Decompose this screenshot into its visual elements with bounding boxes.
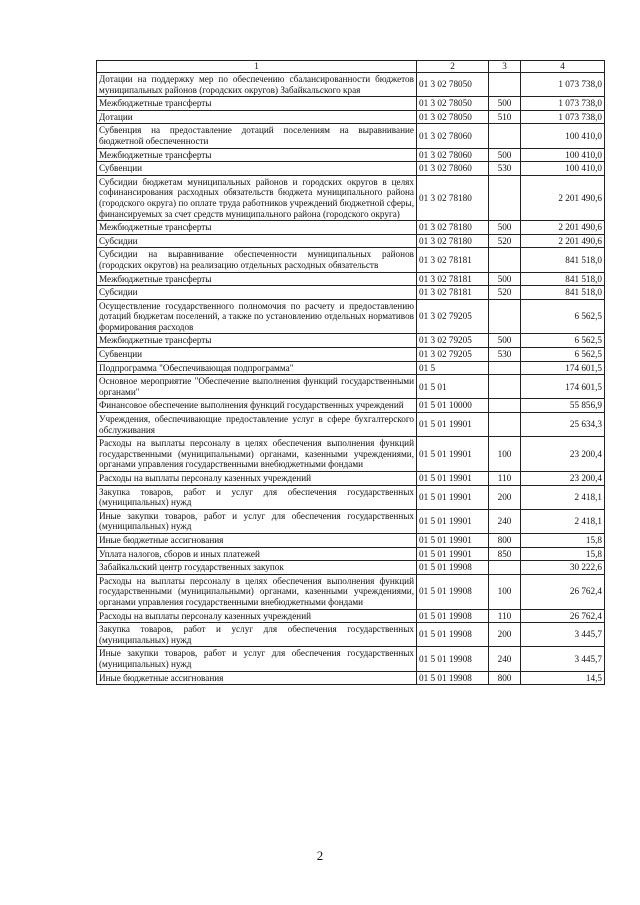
row-amount-cell: 2 201 490,6 bbox=[521, 175, 605, 220]
row-amount-cell: 100 410,0 bbox=[521, 148, 605, 162]
row-expense-type-cell: 500 bbox=[489, 97, 521, 111]
row-expense-type-cell: 200 bbox=[489, 485, 521, 509]
table-row bbox=[97, 148, 605, 162]
row-name-cell: Субвенция на предоставление дотаций поселениям на выравнивание бюджетной обеспеченности bbox=[97, 124, 417, 148]
row-expense-type-cell: 520 bbox=[489, 286, 521, 300]
row-code-cell: 01 3 02 78181 bbox=[417, 248, 489, 272]
row-code-cell: 01 3 02 78050 bbox=[417, 97, 489, 111]
row-name-cell: Межбюджетные трансферты bbox=[97, 148, 417, 162]
row-code-cell: 01 5 01 19901 bbox=[417, 547, 489, 561]
row-name-cell: Субсидии бюджетам муниципальных районов и городских округов в целях софинансирования расходных обязательств бюджета муниципального района (городского округа) по оплате труда работников учреждений бюджетной сферы, финансируемых за счет средств муниципального района (городского округа) bbox=[97, 175, 417, 220]
row-name-cell: Расходы на выплаты персоналу казенных учреждений bbox=[97, 609, 417, 623]
row-code-cell: 01 3 02 79205 bbox=[417, 348, 489, 362]
table-row bbox=[97, 97, 605, 111]
row-amount-cell: 30 222,6 bbox=[521, 561, 605, 575]
row-code-cell: 01 5 01 19908 bbox=[417, 561, 489, 575]
header-row bbox=[97, 61, 605, 73]
row-expense-type-cell: 240 bbox=[489, 509, 521, 533]
row-expense-type-cell bbox=[489, 399, 521, 413]
row-expense-type-cell: 240 bbox=[489, 647, 521, 671]
table-row bbox=[97, 234, 605, 248]
table-row bbox=[97, 248, 605, 272]
row-amount-cell: 1 073 738,0 bbox=[521, 73, 605, 97]
row-code-cell: 01 5 01 19908 bbox=[417, 609, 489, 623]
table-row bbox=[97, 413, 605, 437]
row-code-cell: 01 3 02 78060 bbox=[417, 124, 489, 148]
row-name-cell: Дотации bbox=[97, 110, 417, 124]
row-expense-type-cell: 510 bbox=[489, 110, 521, 124]
row-name-cell: Забайкальский центр государственных закупок bbox=[97, 561, 417, 575]
table-row bbox=[97, 221, 605, 235]
row-code-cell: 01 3 02 78180 bbox=[417, 221, 489, 235]
row-amount-cell: 841 518,0 bbox=[521, 248, 605, 272]
row-expense-type-cell bbox=[489, 248, 521, 272]
row-code-cell: 01 5 01 bbox=[417, 375, 489, 399]
row-expense-type-cell bbox=[489, 561, 521, 575]
row-code-cell: 01 5 01 19901 bbox=[417, 437, 489, 472]
row-code-cell: 01 5 01 10000 bbox=[417, 399, 489, 413]
row-name-cell: Дотации на поддержку мер по обеспечению сбалансированности бюджетов муниципальных районов (городских округов) Забайкальского края bbox=[97, 73, 417, 97]
row-expense-type-cell: 500 bbox=[489, 272, 521, 286]
row-name-cell: Субсидии bbox=[97, 234, 417, 248]
row-amount-cell: 100 410,0 bbox=[521, 124, 605, 148]
row-name-cell: Учреждения, обеспечивающие предоставление услуг в сфере бухгалтерского обслуживания bbox=[97, 413, 417, 437]
row-amount-cell: 6 562,5 bbox=[521, 299, 605, 334]
row-expense-type-cell: 100 bbox=[489, 574, 521, 609]
row-expense-type-cell: 500 bbox=[489, 221, 521, 235]
row-code-cell: 01 5 bbox=[417, 361, 489, 375]
row-name-cell: Закупка товаров, работ и услуг для обеспечения государственных (муниципальных) нужд bbox=[97, 623, 417, 647]
table-row bbox=[97, 272, 605, 286]
row-expense-type-cell: 520 bbox=[489, 234, 521, 248]
row-expense-type-cell: 500 bbox=[489, 334, 521, 348]
row-amount-cell: 1 073 738,0 bbox=[521, 97, 605, 111]
table-row bbox=[97, 399, 605, 413]
row-amount-cell: 25 634,3 bbox=[521, 413, 605, 437]
row-expense-type-cell: 110 bbox=[489, 472, 521, 486]
document-page bbox=[96, 60, 604, 685]
table-row bbox=[97, 437, 605, 472]
row-expense-type-cell bbox=[489, 73, 521, 97]
row-expense-type-cell: 200 bbox=[489, 623, 521, 647]
table-row bbox=[97, 286, 605, 300]
row-amount-cell: 23 200,4 bbox=[521, 437, 605, 472]
row-name-cell: Расходы на выплаты персоналу казенных учреждений bbox=[97, 472, 417, 486]
budget-table bbox=[96, 60, 605, 685]
row-amount-cell: 15,8 bbox=[521, 533, 605, 547]
row-expense-type-cell: 800 bbox=[489, 671, 521, 685]
row-amount-cell: 3 445,7 bbox=[521, 623, 605, 647]
row-code-cell: 01 3 02 78181 bbox=[417, 272, 489, 286]
table-row bbox=[97, 175, 605, 220]
table-row bbox=[97, 647, 605, 671]
table-row bbox=[97, 375, 605, 399]
table-row bbox=[97, 472, 605, 486]
row-code-cell: 01 3 02 78050 bbox=[417, 110, 489, 124]
table-row bbox=[97, 334, 605, 348]
table-row bbox=[97, 299, 605, 334]
row-name-cell: Иные закупки товаров, работ и услуг для обеспечения государственных (муниципальных) нужд bbox=[97, 647, 417, 671]
row-expense-type-cell bbox=[489, 175, 521, 220]
row-amount-cell: 26 762,4 bbox=[521, 574, 605, 609]
row-code-cell: 01 5 01 19908 bbox=[417, 647, 489, 671]
row-code-cell: 01 5 01 19908 bbox=[417, 671, 489, 685]
row-code-cell: 01 5 01 19908 bbox=[417, 574, 489, 609]
row-amount-cell: 2 201 490,6 bbox=[521, 234, 605, 248]
row-name-cell: Субсидии bbox=[97, 286, 417, 300]
table-row bbox=[97, 623, 605, 647]
table-row bbox=[97, 509, 605, 533]
row-amount-cell: 26 762,4 bbox=[521, 609, 605, 623]
row-expense-type-cell: 850 bbox=[489, 547, 521, 561]
row-code-cell: 01 5 01 19901 bbox=[417, 509, 489, 533]
row-expense-type-cell: 100 bbox=[489, 437, 521, 472]
table-row bbox=[97, 348, 605, 362]
row-name-cell: Межбюджетные трансферты bbox=[97, 97, 417, 111]
page-number: 2 bbox=[316, 848, 324, 863]
row-expense-type-cell bbox=[489, 299, 521, 334]
row-expense-type-cell bbox=[489, 375, 521, 399]
row-amount-cell: 23 200,4 bbox=[521, 472, 605, 486]
row-amount-cell: 174 601,5 bbox=[521, 375, 605, 399]
row-expense-type-cell: 800 bbox=[489, 533, 521, 547]
row-expense-type-cell bbox=[489, 413, 521, 437]
row-code-cell: 01 3 02 78181 bbox=[417, 286, 489, 300]
row-expense-type-cell: 530 bbox=[489, 162, 521, 176]
row-code-cell: 01 3 02 78180 bbox=[417, 175, 489, 220]
row-name-cell: Субвенции bbox=[97, 162, 417, 176]
row-code-cell: 01 5 01 19901 bbox=[417, 413, 489, 437]
row-name-cell: Иные бюджетные ассигнования bbox=[97, 671, 417, 685]
table-row bbox=[97, 547, 605, 561]
header-col-1: 1 bbox=[97, 61, 417, 73]
row-code-cell: 01 3 02 78060 bbox=[417, 162, 489, 176]
row-name-cell: Уплата налогов, сборов и иных платежей bbox=[97, 547, 417, 561]
row-amount-cell: 174 601,5 bbox=[521, 361, 605, 375]
table-row bbox=[97, 533, 605, 547]
header-col-3: 3 bbox=[489, 61, 521, 73]
row-name-cell: Субсидии на выравнивание обеспеченности муниципальных районов (городских округов) на реализацию отдельных расходных обязательств bbox=[97, 248, 417, 272]
table-row bbox=[97, 110, 605, 124]
row-expense-type-cell: 110 bbox=[489, 609, 521, 623]
row-code-cell: 01 5 01 19901 bbox=[417, 533, 489, 547]
row-amount-cell: 3 445,7 bbox=[521, 647, 605, 671]
row-expense-type-cell: 500 bbox=[489, 148, 521, 162]
row-amount-cell: 14,5 bbox=[521, 671, 605, 685]
table-row bbox=[97, 124, 605, 148]
row-code-cell: 01 3 02 79205 bbox=[417, 334, 489, 348]
row-code-cell: 01 5 01 19901 bbox=[417, 472, 489, 486]
row-expense-type-cell bbox=[489, 361, 521, 375]
row-expense-type-cell: 530 bbox=[489, 348, 521, 362]
row-amount-cell: 6 562,5 bbox=[521, 334, 605, 348]
table-row bbox=[97, 485, 605, 509]
row-amount-cell: 6 562,5 bbox=[521, 348, 605, 362]
table-row bbox=[97, 73, 605, 97]
row-code-cell: 01 3 02 78060 bbox=[417, 148, 489, 162]
header-col-2: 2 bbox=[417, 61, 489, 73]
row-code-cell: 01 3 02 78050 bbox=[417, 73, 489, 97]
row-name-cell: Финансовое обеспечение выполнения функций государственных учреждений bbox=[97, 399, 417, 413]
row-expense-type-cell bbox=[489, 124, 521, 148]
row-code-cell: 01 5 01 19901 bbox=[417, 485, 489, 509]
row-name-cell: Закупка товаров, работ и услуг для обеспечения государственных (муниципальных) нужд bbox=[97, 485, 417, 509]
table-row bbox=[97, 561, 605, 575]
row-name-cell: Осуществление государственного полномочия по расчету и предоставлению дотаций бюджетам поселений, а также по установлению отдельных нормативов формирования расходов bbox=[97, 299, 417, 334]
row-amount-cell: 841 518,0 bbox=[521, 272, 605, 286]
row-code-cell: 01 3 02 78180 bbox=[417, 234, 489, 248]
row-name-cell: Межбюджетные трансферты bbox=[97, 334, 417, 348]
row-amount-cell: 15,8 bbox=[521, 547, 605, 561]
row-amount-cell: 2 418,1 bbox=[521, 509, 605, 533]
row-name-cell: Основное мероприятие "Обеспечение выполнения функций государственными органами" bbox=[97, 375, 417, 399]
row-name-cell: Межбюджетные трансферты bbox=[97, 221, 417, 235]
row-name-cell: Расходы на выплаты персоналу в целях обеспечения выполнения функций государственными (муниципальными) органами, казенными учреждениями, органами управления государственными внебюджетными фондами bbox=[97, 437, 417, 472]
table-row bbox=[97, 162, 605, 176]
row-code-cell: 01 5 01 19908 bbox=[417, 623, 489, 647]
row-amount-cell: 100 410,0 bbox=[521, 162, 605, 176]
row-amount-cell: 841 518,0 bbox=[521, 286, 605, 300]
row-name-cell: Иные бюджетные ассигнования bbox=[97, 533, 417, 547]
table-row bbox=[97, 671, 605, 685]
row-code-cell: 01 3 02 79205 bbox=[417, 299, 489, 334]
row-name-cell: Подпрограмма "Обеспечивающая подпрограмма" bbox=[97, 361, 417, 375]
row-name-cell: Субвенции bbox=[97, 348, 417, 362]
row-name-cell: Межбюджетные трансферты bbox=[97, 272, 417, 286]
table-row bbox=[97, 609, 605, 623]
row-name-cell: Расходы на выплаты персоналу в целях обеспечения выполнения функций государственными (муниципальными) органами, казенными учреждениями, органами управления государственными внебюджетными фондами bbox=[97, 574, 417, 609]
row-amount-cell: 2 201 490,6 bbox=[521, 221, 605, 235]
table-body bbox=[97, 73, 605, 685]
table-row bbox=[97, 361, 605, 375]
header-col-4: 4 bbox=[521, 61, 605, 73]
row-amount-cell: 1 073 738,0 bbox=[521, 110, 605, 124]
row-name-cell: Иные закупки товаров, работ и услуг для обеспечения государственных (муниципальных) нужд bbox=[97, 509, 417, 533]
row-amount-cell: 55 856,9 bbox=[521, 399, 605, 413]
table-row bbox=[97, 574, 605, 609]
table-header bbox=[97, 61, 605, 73]
row-amount-cell: 2 418,1 bbox=[521, 485, 605, 509]
